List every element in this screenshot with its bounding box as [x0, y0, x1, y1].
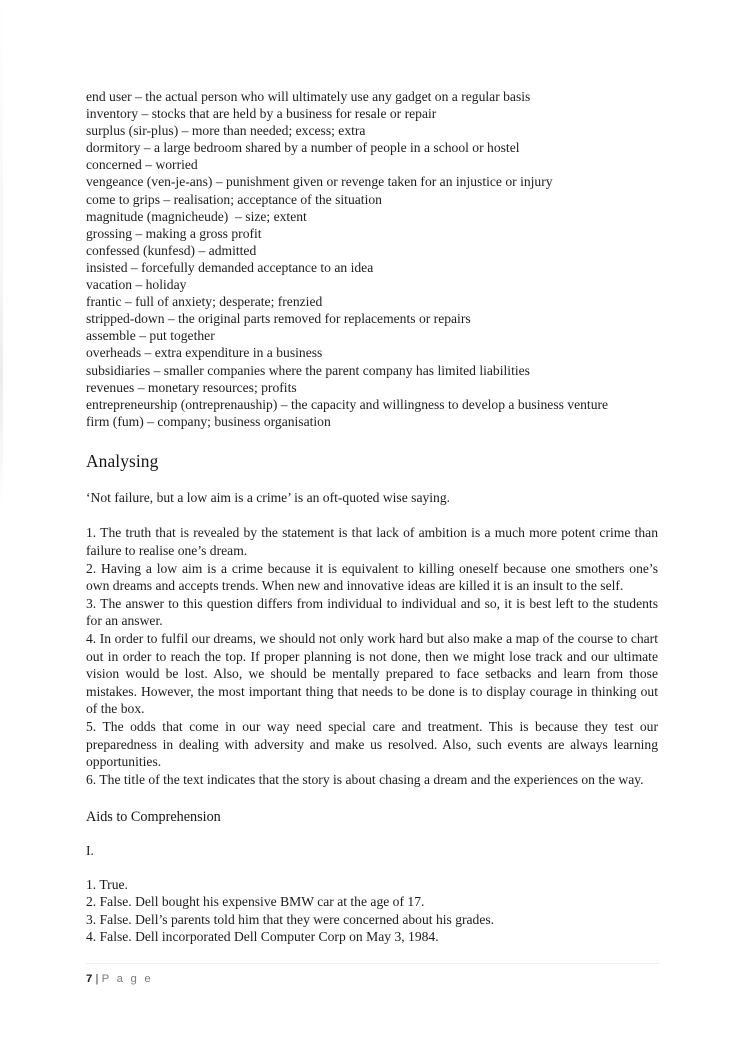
glossary-entry: concerned – worried — [86, 157, 198, 173]
glossary-entry: stripped-down – the original parts removed for replacements or repairs — [86, 311, 471, 327]
comprehension-part-label: I. — [86, 843, 94, 859]
section-heading-analysing: Analysing — [86, 450, 159, 471]
analysing-item: 6. The title of the text indicates that the story is about chasing a dream and the experiences on the way. — [86, 771, 644, 787]
comprehension-answer: 2. False. Dell bought his expensive BMW car at the age of 17. — [86, 894, 425, 910]
footer-separator: | — [95, 973, 99, 985]
analysing-item: 1. The truth that is revealed by the statement is that lack of ambition is a much more potent crime than failure to realise one’s dream. — [86, 525, 658, 558]
glossary-entry: come to grips – realisation; acceptance of the situation — [86, 191, 382, 207]
glossary-entry: end user – the actual person who will ultimately use any gadget on a regular basis — [86, 89, 531, 104]
glossary-list — [86, 88, 658, 430]
footer-divider — [86, 963, 659, 964]
comprehension-answer-list — [86, 876, 658, 946]
analysing-item: 3. The answer to this question differs from individual to individual and so, it is best left to the students for an answer. — [86, 595, 658, 629]
comprehension-answer: 1. True. — [86, 876, 128, 892]
glossary-entry: vacation – holiday — [86, 277, 187, 293]
analysing-item: 2. Having a low aim is a crime because it is equivalent to killing oneself because one smothers one’s own dreams and accepts trends. When new and innovative ideas are killed it is an insult to the self. — [86, 560, 658, 594]
analysing-item: 4. In order to fulfil our dreams, we should not only work hard but also make a map of the course to chart out in order to reach the top. If proper planning is not done, then we might lose track and our ultimate vision would be lost. Also, we should be mentally prepared to face setbacks and learn from those mistakes. However, the most important thing that needs to be done is to display courage in thinking out of the box. — [86, 630, 658, 717]
comprehension-answer: 3. False. Dell’s parents told him that they were concerned about his grades. — [86, 911, 495, 927]
glossary-entry: inventory – stocks that are held by a business for resale or repair — [86, 106, 437, 122]
glossary-entry: magnitude (magnicheude) – size; extent — [86, 208, 307, 224]
analysing-item: 5. The odds that come in our way need special care and treatment. This is because they test our preparedness in dealing with adversity and make us resolved. Also, such events are always learning opportunities. — [86, 718, 658, 770]
page-content — [86, 88, 658, 945]
comprehension-answer: 4. False. Dell incorporated Dell Computer Corp on May 3, 1984. — [86, 928, 439, 944]
analysing-answers — [86, 524, 658, 788]
section-heading-aids-to-comprehension: Aids to Comprehension — [86, 809, 221, 826]
glossary-entry: insisted – forcefully demanded acceptance to an idea — [86, 259, 374, 275]
glossary-entry: grossing – making a gross profit — [86, 225, 262, 241]
glossary-entry: firm (fum) – company; business organisation — [86, 413, 331, 429]
scan-edge-artifact — [0, 0, 3, 1052]
glossary-entry: surplus (sir-plus) – more than needed; excess; extra — [86, 123, 366, 139]
page-footer — [86, 972, 153, 987]
glossary-entry: assemble – put together — [86, 328, 215, 344]
glossary-entry: confessed (kunfesd) – admitted — [86, 242, 257, 258]
glossary-entry: frantic – full of anxiety; desperate; frenzied — [86, 294, 323, 310]
glossary-entry: subsidiaries – smaller companies where the parent company has limited liabilities — [86, 362, 530, 378]
glossary-entry: entrepreneurship (ontreprenauship) – the capacity and willingness to develop a business venture — [86, 396, 609, 412]
glossary-entry: revenues – monetary resources; profits — [86, 379, 297, 395]
glossary-entry: overheads – extra expenditure in a business — [86, 345, 323, 361]
glossary-entry: vengeance (ven-je-ans) – punishment given or revenge taken for an injustice or injury — [86, 174, 553, 190]
footer-page-label: P a g e — [101, 973, 153, 985]
analysing-quote: ‘Not failure, but a low aim is a crime’ is an oft-quoted wise saying. — [86, 489, 451, 505]
footer-page-number: 7 — [86, 973, 93, 985]
glossary-entry: dormitory – a large bedroom shared by a number of people in a school or hostel — [86, 140, 520, 156]
